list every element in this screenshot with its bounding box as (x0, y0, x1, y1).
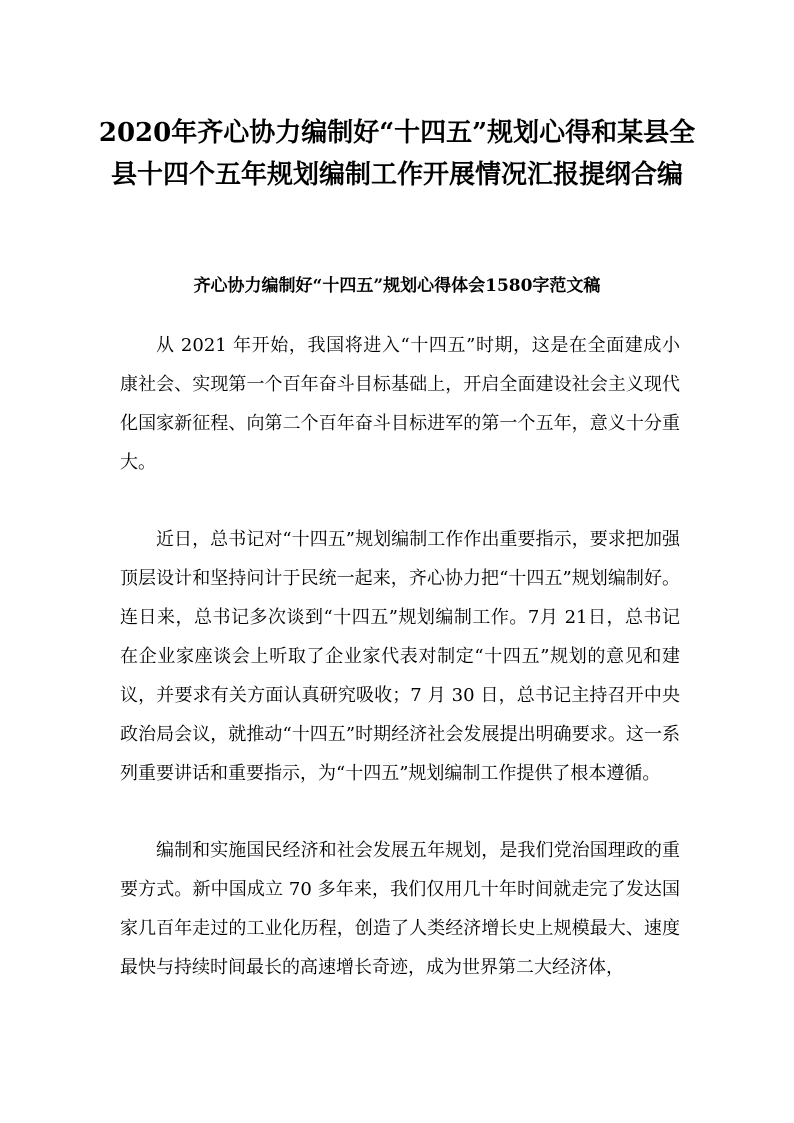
document-title (80, 112, 714, 196)
title-line-1: 2020年齐心协力编制好“十四五”规划心得和某县全 (98, 118, 696, 148)
paragraph-1: 从 2021 年开始，我国将进入“十四五”时期，这是在全面建成小康社会、实现第一个百年奋斗目标基础上，开启全面建设社会主义现代化国家新征程、向第二个百年奋斗目标进军的第一个五年，意义十分重大。 (120, 335, 680, 473)
paragraph-3: 编制和实施国民经济和社会发展五年规划，是我们党治国理政的重要方式。新中国成立 70 多年来，我们仅用几十年时间就走完了发达国家几百年走过的工业化历程，创造了人类经济增长史上规模最大、速度最快与持续时间最长的高速增长奇迹，成为世界第二大经济体， (120, 840, 680, 978)
title-line-2: 县十四个五年规划编制工作开展情况汇报提纲合编 (110, 160, 683, 190)
section-subtitle: 齐心协力编制好“十四五”规划心得体会1580字范文稿 (193, 276, 601, 296)
document-body (120, 326, 680, 1025)
paragraph-2: 近日，总书记对“十四五”规划编制工作作出重要指示，要求把加强顶层设计和坚持问计于民统一起来，齐心协力把“十四五”规划编制好。连日来，总书记多次谈到“十四五”规划编制工作。7月 21日，总书记在企业家座谈会上听取了企业家代表对制定“十四五”规划的意见和建议，并要求有关方面认真研究吸收；7 月 30 日，总书记主持召开中央政治局会议，就推动“十四五”时期经济社会发展提出明确要求。这一系列重要讲话和重要指示，为“十四五”规划编制工作提供了根本遵循。 (120, 529, 680, 784)
